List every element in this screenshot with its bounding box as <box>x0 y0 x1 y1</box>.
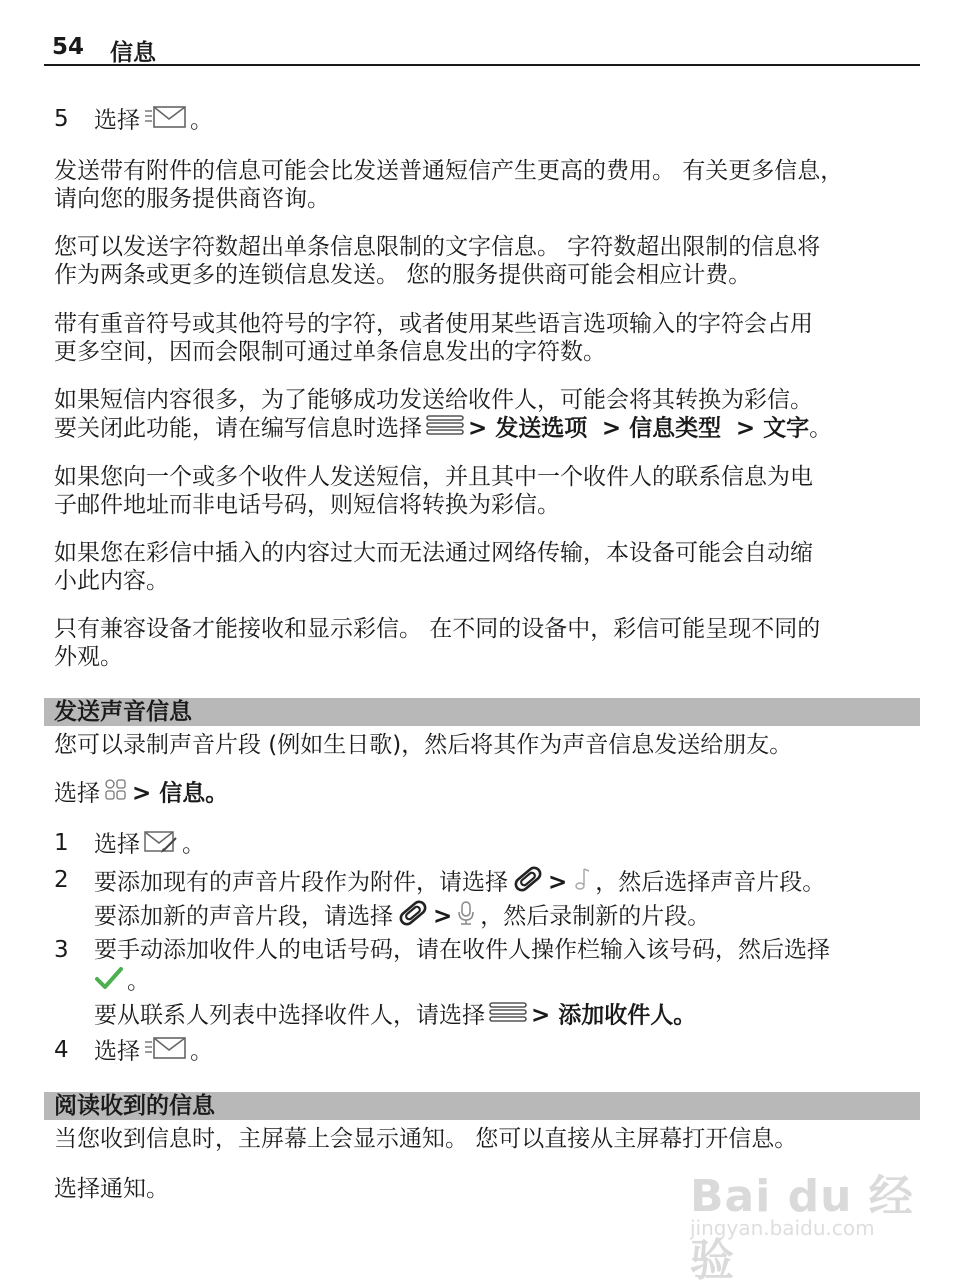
section-header-audio <box>44 698 920 726</box>
paragraph-line: 如果您向一个或多个收件人发送短信，并且其中一个收件人的联系信息为电 <box>54 464 813 490</box>
section-title: 阅读收到的信息 <box>54 1093 215 1119</box>
section-intro: 您可以录制声音片段 (例如生日歌)，然后将其作为声音信息发送给朋友。 <box>54 732 793 758</box>
menu-icon <box>425 413 465 445</box>
step-number: 3 <box>54 937 69 963</box>
paragraph-line: 外观。 <box>54 644 123 670</box>
menu-path-send-options: > 发送选项 <box>468 415 588 442</box>
compose-message-icon <box>143 828 179 862</box>
menu-path-add-recipient: > 添加收件人。 <box>531 1002 697 1029</box>
paragraph-line: 您可以发送字符数超出单条信息限制的文字信息。 字符数超出限制的信息将 <box>54 234 821 260</box>
step-number: 5 <box>54 106 69 132</box>
section-intro: 当您收到信息时，主屏幕上会显示通知。 您可以直接从主屏幕打开信息。 <box>54 1126 798 1152</box>
step-text: 要添加现有的声音片段作为附件，请选择 > ，然后选择声音片段。 <box>94 865 825 901</box>
step-text: 要手动添加收件人的电话号码，请在收件人操作栏输入该号码，然后选择 <box>94 937 830 963</box>
paragraph-line: 发送带有附件的信息可能会比发送普通短信产生更高的费用。 有关更多信息， <box>54 158 844 184</box>
page-header <box>44 34 920 66</box>
paragraph-line: 请向您的服务提供商咨询。 <box>54 186 330 212</box>
section-header-read <box>44 1092 920 1120</box>
watermark-url: jingyan.baidu.com <box>690 1216 875 1240</box>
step-number: 4 <box>54 1037 69 1063</box>
select-instruction: 选择 > 信息。 <box>54 778 228 810</box>
baidu-watermark <box>690 1150 920 1286</box>
menu-path-message-type: > 信息类型 <box>601 415 722 442</box>
paragraph-line: 带有重音符号或其他符号的字符，或者使用某些语言选项输入的字符会占用 <box>54 311 813 337</box>
watermark-logo: Bai du 经验 <box>690 1171 914 1286</box>
send-message-icon <box>143 104 187 138</box>
paragraph-line: 如果短信内容很多，为了能够成功发送给收件人，可能会将其转换为彩信。 <box>54 387 813 413</box>
send-message-icon <box>143 1035 187 1069</box>
paragraph-line: 更多空间，因而会限制可通过单条信息发出的字符数。 <box>54 339 606 365</box>
section-title: 发送声音信息 <box>54 699 192 725</box>
step-text: 选择 。 <box>94 828 205 862</box>
step-text: 要添加新的声音片段，请选择 > ，然后录制新的片段。 <box>94 899 710 935</box>
paragraph-line: 作为两条或更多的连锁信息发送。 您的服务提供商可能会相应计费。 <box>54 262 752 288</box>
paragraph-line: 如果您在彩信中插入的内容过大而无法通过网络传输，本设备可能会自动缩 <box>54 540 813 566</box>
paragraph-line: 小此内容。 <box>54 568 169 594</box>
step-text: 选择 。 <box>94 104 213 138</box>
checkmark-icon <box>94 965 124 999</box>
page-number: 54 <box>52 34 85 60</box>
step-text: 选择 。 <box>94 1035 213 1069</box>
menu-path-messages: > 信息。 <box>132 780 229 807</box>
music-note-icon <box>570 865 592 901</box>
menu-icon <box>488 1000 528 1032</box>
step-number: 2 <box>54 867 69 893</box>
microphone-icon <box>455 899 477 935</box>
paragraph-line: 只有兼容设备才能接收和显示彩信。 在不同的设备中，彩信可能呈现不同的 <box>54 616 821 642</box>
attachment-icon <box>511 865 545 901</box>
step-number: 1 <box>54 830 69 856</box>
page-title: 信息 <box>110 40 156 66</box>
step-text: 。 <box>94 965 150 999</box>
menu-path-text: > 文字 <box>735 415 810 442</box>
step-text: 要从联系人列表中选择收件人，请选择 > 添加收件人。 <box>94 1000 696 1032</box>
paragraph-line: 子邮件地址而非电话号码，则短信将转换为彩信。 <box>54 492 560 518</box>
paragraph-line: 要关闭此功能，请在编写信息时选择 > 发送选项 > 信息类型 > 文字。 <box>54 413 832 445</box>
select-instruction: 选择通知。 <box>54 1176 169 1202</box>
attachment-icon <box>396 899 430 935</box>
apps-grid-icon <box>103 778 129 810</box>
